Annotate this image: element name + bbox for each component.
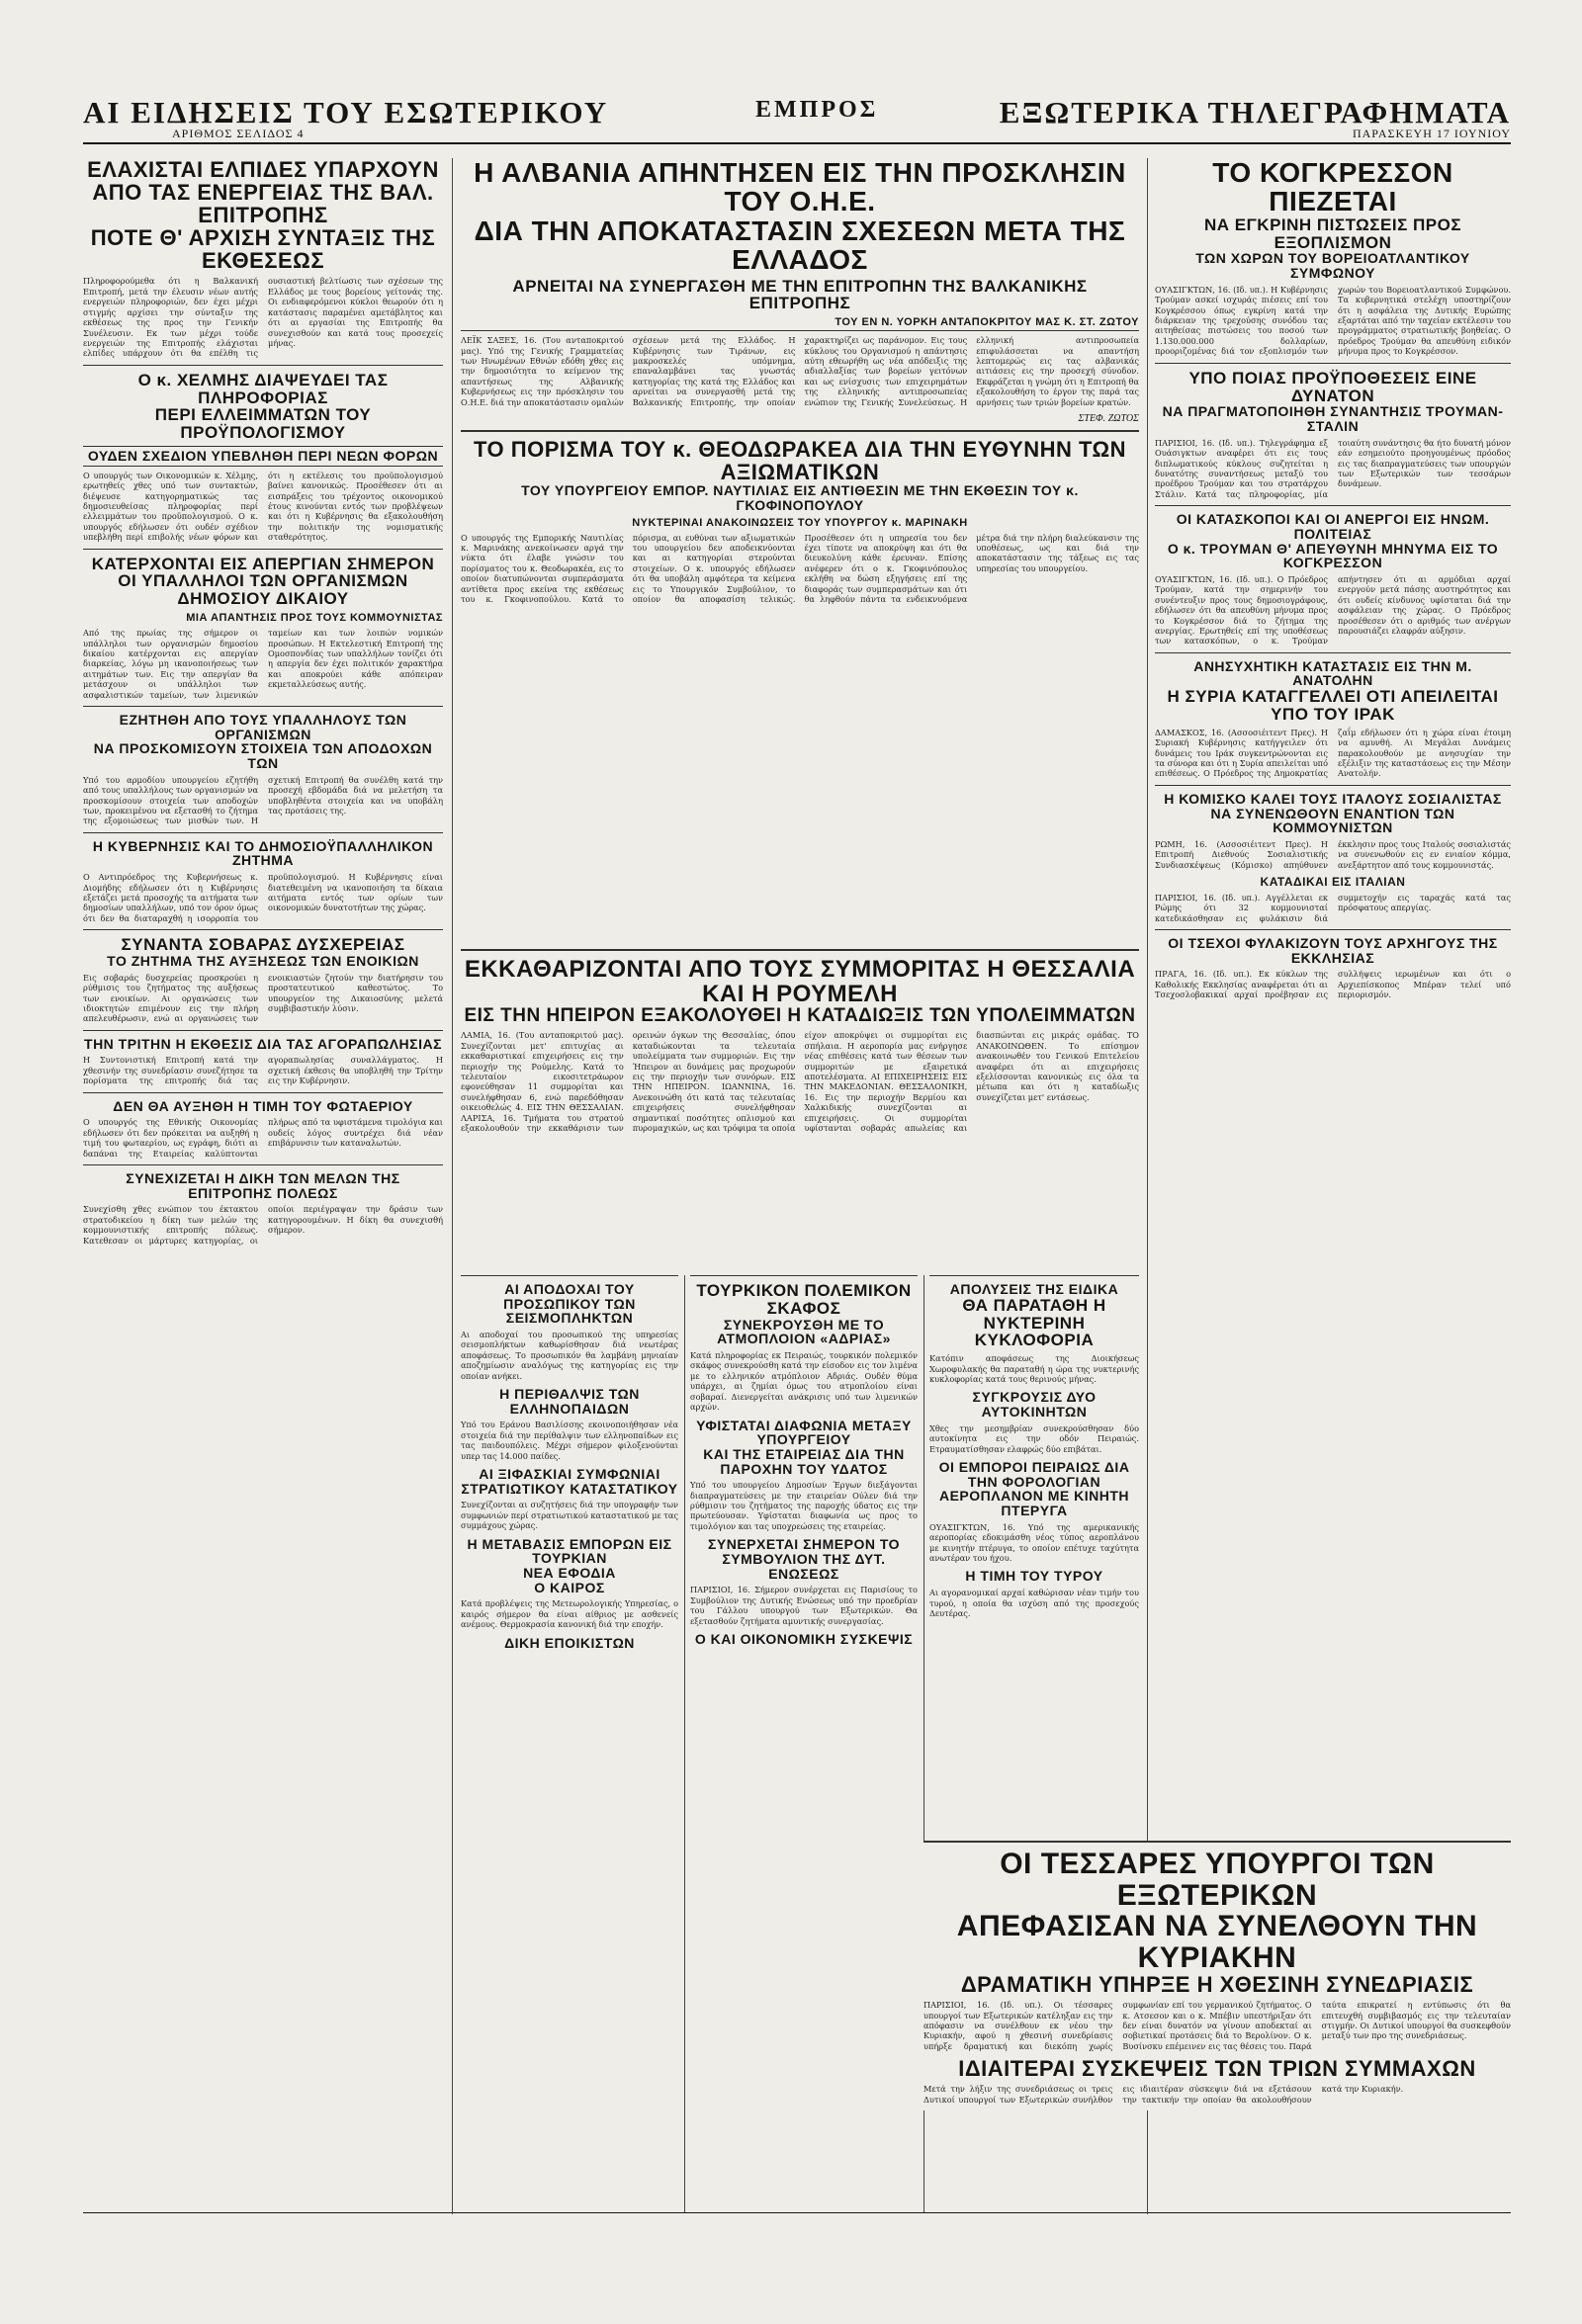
section-title-domestic: ΑΙ ΕΙΔΗΣΕΙΣ ΤΟΥ ΕΣΩΤΕΡΙΚΟΥ bbox=[83, 95, 609, 129]
column-domestic bbox=[83, 158, 443, 1251]
byline: ΤΟΥ ΕΝ Ν. ΥΟΡΚΗ ΑΝΤΑΠΟΚΡΙΤΟΥ ΜΑΣ Κ. ΣΤ. ΖΩΤΟΥ bbox=[461, 316, 1139, 331]
issue-date: ΠΑΡΑΣΚΕΥΗ 17 ΙΟΥΝΙΟΥ bbox=[1352, 127, 1511, 140]
article-body: Υπό του Εράνου Βασιλίσσης εκοινοποιήθησαν νέα στοιχεία διά την περίθαλψιν των ελληνοπαίδων εις τας παιδουπόλεις. Μέχρι σήμερον φιλοξενούνται υπερ τας 14.000 παίδες. bbox=[461, 1420, 678, 1461]
page-number: ΑΡΙΘΜΟΣ ΣΕΛΙΔΟΣ 4 bbox=[172, 127, 305, 140]
divider bbox=[929, 1275, 1139, 1276]
headline: ΔΡΑΜΑΤΙΚΗ ΥΠΗΡΞΕ Η ΧΘΕΣΙΝΗ ΣΥΝΕΔΡΙΑΣΙΣ bbox=[960, 1972, 1474, 1997]
article-body: Κατόπιν αποφάσεως της Διοικήσεως Χωροφυλακής θα παραταθή η ώρα της νυκτερινής κυκλοφορίας κατά τους θερινούς μήνας. bbox=[929, 1353, 1139, 1385]
headline: ΟΙ ΚΑΤΑΣΚΟΠΟΙ ΚΑΙ ΟΙ ΑΝΕΡΓΟΙ ΕΙΣ ΗΝΩΜ. ΠΟΛΙΤΕΙΑΣ bbox=[1176, 511, 1490, 542]
divider bbox=[1155, 929, 1511, 930]
headline: ΝΑ ΠΡΑΓΜΑΤΟΠΟΙΗΘΗ ΣΥΝΑΝΤΗΣΙΣ ΤΡΟΥΜΑΝ-ΣΤΑΛΙΝ bbox=[1162, 403, 1504, 435]
headline: ΕΙΣ ΤΗΝ ΗΠΕΙΡΟΝ ΕΞΑΚΟΛΟΥΘΕΙ Η ΚΑΤΑΔΙΩΞΙΣ ΤΩΝ ΥΠΟΛΕΙΜΜΑΤΩΝ bbox=[464, 1005, 1136, 1027]
article-body: ΟΥΑΣΙΓΚΤΩΝ, 16. Υπό της αμερικανικής αεροπορίας εδοκιμάσθη νέος τύπος αεροπλάνου με κινητήν πτέρυγα, το οποίον επέτυχε ταχύτητα ανωτέραν του ήχου. bbox=[929, 1521, 1139, 1563]
headline: ΤΟ ΚΟΓΚΡΕΣΣΟΝ ΠΙΕΖΕΤΑΙ bbox=[1212, 157, 1453, 217]
divider bbox=[1155, 652, 1511, 653]
headline: ΚΑΤΕΡΧΟΝΤΑΙ ΕΙΣ ΑΠΕΡΓΙΑΝ ΣΗΜΕΡΟΝ bbox=[91, 554, 435, 573]
article-body: Αι αποδοχαί του προσωπικού της υπηρεσίας σεισμοπλήκτων καθωρίσθησαν διά νεωτέρας αποφάσεως. Το προσωπικόν θα λαμβάνη μηνιαίαν αποζημίωσιν αναλόγως της κατηγορίας εις την οποίαν ανήκει. bbox=[461, 1330, 678, 1381]
headline: Η ΤΙΜΗ ΤΟΥ ΤΥΡΟΥ bbox=[965, 1568, 1103, 1585]
footer-rule bbox=[83, 2212, 1511, 2213]
divider bbox=[1155, 785, 1511, 786]
headline: ΝΑ ΣΥΝΕΝΩΘΟΥΝ ΕΝΑΝΤΙΟΝ ΤΩΝ ΚΟΜΜΟΥΝΙΣΤΩΝ bbox=[1210, 805, 1455, 836]
article-body: ΠΑΡΙΣΙΟΙ, 16. Σήμερον συνέρχεται εις Παρισίους το Συμβούλιον της Δυτικής Ενώσεως υπό την προεδρίαν του Γάλλου υπουργού των Εξωτερικών. Θα εξετασθούν ζητήματα αμυντικής συνεργασίας. bbox=[690, 1585, 918, 1626]
article-body: ΛΕΪΚ ΣΑΞΕΣ, 16. (Του ανταποκριτού μας). Υπό της Γενικής Γραμματείας των Ηνωμένων Εθνών εδόθη χθες εις την δημοσιότητα το κείμενον της απαντήσεως της Αλβανικής Κυβερνήσεως εις την πρόσκλησιν του Ο.Η.Ε. διά την αποκατάστασιν ομαλών σχέσεων μετά της Ελλάδος. Η Κυβέρνησις των Τιράνων, εις μακροσκελές υπόμνημα, επαναλαμβάνει τας γνωστάς κατηγορίας της κατά της Ελλάδος και αρνείται να συνεργασθή μετά της Βαλκανικής Επιτροπής, την οποίαν χαρακτηρίζει ως παράνομον. Εις τους κύκλους του Οργανισμού η απάντησις αύτη εθεωρήθη ως νέα απόδειξις της αδιαλλαξίας των βορείων γειτόνων και ως ενίσχυσις των επιχειρημάτων της ελληνικής αντιπροσωπείας ενώπιον της Γενικής Συνελεύσεως. Η ελληνική αντιπροσωπεία επιφυλάσσεται να απαντήση λεπτομερώς εις τας αλβανικάς αιτιάσεις εις την προσεχή σύνοδον. Εκφράζεται η γνώμη ότι η Επιτροπή θα εξακολουθήση το έργον της παρά τας αρνήσεις των τριών βορείων κρατών. bbox=[461, 335, 1139, 407]
article-body: Ο υπουργός της Εθνικής Οικονομίας εδήλωσεν ότι δεν πρόκειται να αυξηθή η τιμή του φωταερίου, ως εγράφη, διότι αι δαπάναι της Εταιρείας καλύπτονται πλήρως από τα υφιστάμενα τιμολόγια και ουδείς λόγος συντρέχει διά νέαν επιβάρυνσιν των καταναλωτών. bbox=[83, 1117, 443, 1159]
headline: ΝΕΑ ΕΦΟΔΙΑ bbox=[523, 1565, 616, 1582]
article-body: Χθες την μεσημβρίαν συνεκρούσθησαν δύο αυτοκίνητα εις την οδόν Πειραιώς. Ετραυματίσθησαν ελαφρώς δύο επιβάται. bbox=[929, 1422, 1139, 1454]
band-bandits bbox=[461, 949, 1139, 1139]
article-rents bbox=[83, 936, 443, 1024]
article-syria bbox=[1155, 659, 1511, 779]
article-civil-servants bbox=[83, 839, 443, 923]
headline: ΕΚΚΑΘΑΡΙΖΟΝΤΑΙ ΑΠΟ ΤΟΥΣ ΣΥΜΜΟΡΙΤΑΣ Η ΘΕΣΣΑΛΙΑ ΚΑΙ Η ΡΟΥΜΕΛΗ bbox=[464, 956, 1136, 1008]
divider bbox=[83, 1164, 443, 1165]
article-trial bbox=[83, 1171, 443, 1246]
article-body: Αι αγορανομικαί αρχαί καθώρισαν νέαν τιμήν του τυρού, η οποία θα ισχύση από της προσεχούς Δευτέρας. bbox=[929, 1588, 1139, 1618]
headline: ΟΙ ΥΠΑΛΛΗΛΟΙ ΤΩΝ ΟΡΓΑΝΙΣΜΩΝ ΔΗΜΟΣΙΟΥ ΔΙΚΑΙΟΥ bbox=[118, 571, 408, 609]
column-lower-left bbox=[461, 1275, 678, 1650]
article-helmis-budget bbox=[83, 372, 443, 543]
article-body: ΛΑΜΙΑ, 16. (Του ανταποκριτού μας). Συνεχίζονται μετ' επιτυχίας αι εκκαθαριστικαί επιχειρήσεις εις την περιοχήν της Ρούμελης. Κατά το τελευταίον εικοσιτετράωρον εφονεύθησαν 11 συμμορίται και συνελήφθησαν 6, ενώ παρεδόθησαν οικειοθελώς 4. ΕΙΣ ΤΗΝ ΘΕΣΣΑΛΙΑΝ. ΛΑΡΙΣΑ, 16. Τμήματα του στρατού εξακολουθούν την εκκαθάρισιν των ορεινών όγκων της Θεσσαλίας, όπου καταδιώκονται τα τελευταία υπολείμματα των συμμοριών. Εις την Ήπειρον αι δυνάμεις μας προχωρούν εις την περιοχήν των συνόρων. ΕΙΣ ΤΗΝ ΗΠΕΙΡΟΝ. ΙΩΑΝΝΙΝΑ, 16. Ανεκοινώθη ότι κατά τας τελευταίας επιχειρήσεις συνελήφθησαν σημαντικαί ποσότητες οπλισμού και πυρομαχικών, ως και τρόφιμα τα οποία είχον αποκρύψει οι συμμορίται εις σπήλαια. Η αεροπορία μας ενήργησε νέας επιθέσεις κατά των θέσεων των συμμοριτών με εξαιρετικά αποτελέσματα. ΑΙ ΕΠΙΧΕΙΡΗΣΕΙΣ ΕΙΣ ΤΗΝ ΜΑΚΕΔΟΝΙΑΝ. ΘΕΣΣΑΛΟΝΙΚΗ, 16. Εις την περιοχήν Βερμίου και Χαλκιδικής συνεχίζονται αι επιχειρήσεις. Οι συμμορίται υφίστανται σοβαράς απωλείας και διασπώνται εις μικράς ομάδας. ΤΟ ΑΝΑΚΟΙΝΩΘΕΝ. Το επίσημον ανακοινωθέν του Γενικού Επιτελείου αναφέρει ότι αι επιχειρήσεις εξελίσσονται κανονικώς εις όλα τα μέτωπα και ότι η καταδίωξις συνεχίζεται μετ' εντάσεως. bbox=[461, 1030, 1139, 1133]
subheadline: ΚΑΤΑΔΙΚΑΙ ΕΙΣ ΙΤΑΛΙΑΝ bbox=[1260, 875, 1406, 890]
divider bbox=[690, 1275, 918, 1276]
article-body: Κατά προβλέψεις της Μετεωρολογικής Υπηρεσίας, ο καιρός σήμερον θα είναι αίθριος με ασθενείς ανέμους. Θερμοκρασία κανονική διά την εποχήν. bbox=[461, 1598, 678, 1630]
column-lower-mid bbox=[690, 1275, 918, 1647]
byline: ΝΥΚΤΕΡΙΝΑΙ ΑΝΑΚΟΙΝΩΣΕΙΣ ΤΟΥ ΥΠΟΥΡΓΟΥ κ. ΜΑΡΙΝΑΚΗ bbox=[632, 516, 968, 529]
masthead-right bbox=[1000, 95, 1511, 141]
headline: ΥΠΟ ΠΟΙΑΣ ΠΡΟΫΠΟΘΕΣΕΙΣ ΕΙΝΕ ΔΥΝΑΤΟΝ bbox=[1188, 368, 1477, 405]
headline: ΤΟΥ ΥΠΟΥΡΓΕΙΟΥ ΕΜΠΟΡ. ΝΑΥΤΙΛΙΑΣ ΕΙΣ ΑΝΤΙΘΕΣΙΝ ΜΕ ΤΗΝ ΕΚΘΕΣΙΝ ΤΟΥ κ. ΓΚΟΦΙΝΟΠΟΥΛΟΥ bbox=[521, 482, 1079, 513]
subheadline: ΑΡΝΕΙΤΑΙ ΝΑ ΣΥΝΕΡΓΑΣΘΗ ΜΕ ΤΗΝ ΕΠΙΤΡΟΠΗΝ ΤΗΣ ΒΑΛΚΑΝΙΚΗΣ ΕΠΙΤΡΟΠΗΣ bbox=[512, 276, 1088, 313]
article-spies bbox=[1155, 512, 1511, 646]
article-body: ΠΑΡΙΣΙΟΙ, 16. (Ιδ. υπ.). Οι τέσσαρες υπουργοί των Εξωτερικών κατέληξαν εις την απόφασιν να συνέλθουν εκ νέου την Κυριακήν, αφού η χθεσινή συνεδρίασις υπήρξε δραματική και διεκόπη χωρίς συμφωνίαν επί του γερμανικού ζητήματος. Ο κ. Ατσεσον και ο κ. Μπέβιν υπεστήριξαν ότι δεν είναι δυνατόν να γίνουν αποδεκταί αι σοβιετικαί προτάσεις διά το Βερολίνον. Ο κ. Βυσίνσκυ επέμεινεν εις τας θέσεις του. Παρά ταύτα επικρατεί η εντύπωσις ότι θα επιτευχθή συμβιβασμός εις την τελευταίαν στιγμήν. Οι Δυτικοί υπουργοί θα συσκεφθούν μεταξύ των προ της συνεδριάσεως. bbox=[923, 2000, 1511, 2051]
headline: ΚΑΙ ΤΗΣ ΕΤΑΙΡΕΙΑΣ ΔΙΑ ΤΗΝ ΠΑΡΟΧΗΝ ΤΟΥ ΥΔΑΤΟΣ bbox=[703, 1445, 905, 1477]
headline: Η ΚΥΒΕΡΝΗΣΙΣ ΚΑΙ ΤΟ ΔΗΜΟΣΙΟΫΠΑΛΛΗΛΙΚΟΝ ΖΗΤΗΜΑ bbox=[92, 837, 434, 869]
divider bbox=[83, 365, 443, 366]
divider bbox=[83, 1092, 443, 1093]
headline: ΔΙΚΗ ΕΠΟΙΚΙΣΤΩΝ bbox=[504, 1634, 635, 1651]
headline: ΔΕΝ ΘΑ ΑΥΞΗΘΗ Η ΤΙΜΗ ΤΟΥ ΦΩΤΑΕΡΙΟΥ bbox=[113, 1097, 413, 1114]
headline: ΤΟ ΠΟΡΙΣΜΑ ΤΟΥ κ. ΘΕΟΔΩΡΑΚΕΑ ΔΙΑ ΤΗΝ ΕΥΘΥΝΗΝ ΤΩΝ ΑΞΙΩΜΑΤΙΚΩΝ bbox=[473, 437, 1127, 485]
headline: Ο κ. ΤΡΟΥΜΑΝ Θ' ΑΠΕΥΘΥΝΗ ΜΗΝΥΜΑ ΕΙΣ ΤΟ ΚΟΓΚΡΕΣΣΟΝ bbox=[1167, 540, 1499, 571]
masthead-left bbox=[83, 95, 608, 141]
headline: ΕΛΑΧΙΣΤΑΙ ΕΛΠΙΔΕΣ ΥΠΑΡΧΟΥΝ bbox=[87, 157, 439, 182]
headline: Η ΑΛΒΑΝΙΑ ΑΠΗΝΤΗΣΕΝ ΕΙΣ ΤΗΝ ΠΡΟΣΚΛΗΣΙΝ ΤΟΥ Ο.Η.Ε. bbox=[474, 157, 1126, 217]
divider bbox=[83, 1030, 443, 1031]
headline: Ο ΚΑΙ ΟΙΚΟΝΟΜΙΚΗ ΣΥΣΚΕΨΙΣ bbox=[694, 1630, 914, 1647]
masthead-rule bbox=[83, 142, 1511, 144]
article-body: Από της πρωίας της σήμερον οι υπάλληλοι των οργανισμών δημοσίου δικαίου κατέρχονται εις απεργίαν διαρκείας, λόγω μη ικανοποιήσεως των αιτημάτων των. Εις την απεργίαν θα μετάσχουν οι υπάλληλοι των ασφαλιστικών ταμείων, των λιμενικών ταμείων και των λοιπών νομικών προσώπων. Η Εκτελεστική Επιτροπή της Ομοσπονδίας των υπαλλήλων τονίζει ότι η απεργία δεν έχει πολιτικόν χαρακτήρα και αποκρούει κάθε απόπειραν εκμεταλλεύσεως αυτής. bbox=[83, 628, 443, 700]
article-balkan-committee bbox=[83, 158, 443, 359]
headline: ΤΟΥΡΚΙΚΟΝ ΠΟΛΕΜΙΚΟΝ ΣΚΑΦΟΣ bbox=[696, 1281, 912, 1318]
headline: Ο κ. ΧΕΛΜΗΣ ΔΙΑΨΕΥΔΕΙ ΤΑΣ ΠΛΗΡΟΦΟΡΙΑΣ bbox=[137, 370, 389, 407]
headline: ΣΥΝΕΧΙΖΕΤΑΙ Η ΔΙΚΗ ΤΩΝ ΜΕΛΩΝ ΤΗΣ ΕΠΙΤΡΟΠΗΣ ΠΟΛΕΩΣ bbox=[126, 1169, 400, 1201]
article-body: ΟΥΑΣΙΓΚΤΩΝ, 16. (Ιδ. υπ.). Ο Πρόεδρος Τρούμαν, κατά την σημερινήν του συνέντευξιν προς τους δημοσιογράφους, εδήλωσεν ότι θα απευθύνη μήνυμα προς το Κογκρέσσον διά το ζήτημα της ανεργίας. Ερωτηθείς επί της υποθέσεως των κατασκόπων, ο κ. Τρούμαν απήντησεν ότι αι αρμόδιαι αρχαί ενεργούν μετά πάσης αυστηρότητος και ότι ουδείς κίνδυνος υφίσταται διά την ασφάλειαν της χώρας. Ο Πρόεδρος προσέθεσεν ότι ο αριθμός των ανέργων παρουσιάζει ελαφράν αύξησιν. bbox=[1155, 573, 1511, 646]
headline: ΤΗΝ ΤΡΙΤΗΝ Η ΕΚΘΕΣΙΣ ΔΙΑ ΤΑΣ ΑΓΟΡΑΠΩΛΗΣΙΑΣ bbox=[84, 1035, 442, 1052]
article-four-ministers bbox=[923, 1841, 1511, 2110]
article-body: ΠΑΡΙΣΙΟΙ, 16. (Ιδ. υπ.). Αγγέλλεται εκ Ρώμης ότι 32 κομμουνισταί κατεδικάσθησαν εις φυλάκισιν διά συμμετοχήν εις ταραχάς κατά τας πρόσφατους απεργίας. bbox=[1155, 892, 1511, 923]
divider bbox=[461, 1275, 678, 1276]
headline: Ο ΚΑΙΡΟΣ bbox=[534, 1579, 605, 1595]
article-body: Πληροφορούμεθα ότι η Βαλκανική Επιτροπή, μετά την έλευσιν νέων αυτής ενεργειών πληροφοριών, δεν έχει μέχρι στιγμής αρχίσει την σύνταξιν της εκθέσεως της προς την Γενικήν Συνέλευσιν. Εκ των μέχρι τούδε ενεργειών της Επιτροπής ελάχισται ελπίδες υπάρχουν ότι θα επέλθη τις ουσιαστική βελτίωσις των σχέσεων της Ελλάδος με τους βορείους γείτονάς της. Οι ενδιαφερόμενοι κύκλοι θεωρούν ότι η κατάστασις παραμένει αμετάβλητος και ότι αι εργασίαι της Επιτροπής θα συνεχισθούν και κατά τους προσεχείς μήνας. bbox=[83, 276, 443, 359]
column-divider bbox=[684, 1275, 685, 2212]
headline: ΑΠΕΦΑΣΙΣΑΝ ΝΑ ΣΥΝΕΛΘΟΥΝ ΤΗΝ ΚΥΡΙΑΚΗΝ bbox=[956, 1910, 1478, 1974]
article-body: Κατά πληροφορίας εκ Πειραιώς, τουρκικόν πολεμικόν σκάφος συνεκρούσθη κατά την είσοδον εις τον λιμένα με το ελληνικόν ατμόπλοιον Αδριάς. Ουδέν θύμα υπάρχει, αι ζημίαι όμως του ατμοπλοίου είναι σοβαραί. Διενεργείται ανάκρισις υπό των λιμενικών αρχών. bbox=[690, 1350, 918, 1413]
divider bbox=[461, 949, 1139, 951]
headline: ΟΙ ΕΜΠΟΡΟΙ ΠΕΙΡΑΙΩΣ ΔΙΑ ΤΗΝ ΦΟΡΟΛΟΓΙΑΝ bbox=[938, 1459, 1130, 1490]
article-salaries bbox=[83, 713, 443, 826]
byline: ΜΙΑ ΑΠΑΝΤΗΣΙΣ ΠΡΟΣ ΤΟΥΣ ΚΟΜΜΟΥΝΙΣΤΑΣ bbox=[186, 612, 443, 625]
headline: ΣΥΝΕΡΧΕΤΑΙ ΣΗΜΕΡΟΝ ΤΟ ΣΥΜΒΟΥΛΙΟΝ ΤΗΣ ΔΥΤ. ΕΝΩΣΕΩΣ bbox=[707, 1536, 901, 1582]
column-divider bbox=[452, 158, 453, 2214]
article-strike bbox=[83, 556, 443, 700]
divider bbox=[83, 832, 443, 833]
column-foreign bbox=[1155, 158, 1511, 1006]
divider bbox=[83, 549, 443, 550]
headline: ΤΟ ΖΗΤΗΜΑ ΤΗΣ ΑΥΞΗΣΕΩΣ ΤΩΝ ΕΝΟΙΚΙΩΝ bbox=[107, 953, 419, 970]
headline: Η ΣΥΡΙΑ ΚΑΤΑΓΓΕΛΛΕΙ ΟΤΙ ΑΠΕΙΛΕΙΤΑΙ ΥΠΟ ΤΟΥ ΙΡΑΚ bbox=[1167, 687, 1499, 724]
article-congress bbox=[1155, 158, 1511, 357]
headline: ΑΙ ΑΠΟΔΟΧΑΙ ΤΟΥ ΠΡΟΣΩΠΙΚΟΥ ΤΩΝ ΣΕΙΣΜΟΠΛΗΚΤΩΝ bbox=[503, 1281, 636, 1327]
article-body: Συνεχίζονται αι συζητήσεις διά την υπογραφήν των συμφωνιών περί στρατιωτικού καταστατικού με τας συμμάχους χώρας. bbox=[461, 1500, 678, 1531]
article-body: Ο υπουργός των Οικονομικών κ. Χέλμης, ερωτηθείς χθες υπό των συντακτών, διέψευσε κατηγορηματικώς τας δημοσιευθείσας πληροφορίας περί ελλειμμάτων του προϋπολογισμού. Ο κ. υπουργός εδήλωσεν ότι ουδέν σχέδιον υπεβλήθη περί επιβολής νέων φόρων και ότι η εκτέλεσις του προϋπολογισμού βαίνει κανονικώς. Προσέθεσεν ότι αι εισπράξεις του τρέχοντος οικονομικού έτους κινούνται εντός των προβλέψεων και ότι η Κυβέρνησις θα εξακολουθήση την πολιτικήν της νομισματικής σταθερότητος. bbox=[83, 470, 443, 543]
article-body: Η Συντονιστική Επιτροπή κατά την χθεσινήν της συνεδρίασιν συνεζήτησε τα πορίσματα της επιτροπής διά τας αγοραπωλησίας συναλλάγματος. Η σχετική έκθεσις θα υποβληθή την Τρίτην εις την Κυβέρνησιν. bbox=[83, 1055, 443, 1086]
headline: ΣΥΓΚΡΟΥΣΙΣ ΔΥΟ ΑΥΤΟΚΙΝΗΤΩΝ bbox=[972, 1389, 1097, 1420]
headline: ΕΖΗΤΗΘΗ ΑΠΟ ΤΟΥΣ ΥΠΑΛΛΗΛΟΥΣ ΤΩΝ ΟΡΓΑΝΙΣΜΩΝ bbox=[119, 712, 407, 742]
headline: ΑΠΟ ΤΑΣ ΕΝΕΡΓΕΙΑΣ ΤΗΣ ΒΑΛ. ΕΠΙΤΡΟΠΗΣ bbox=[92, 180, 434, 228]
headline: ΝΑ ΠΡΟΣΚΟΜΙΣΟΥΝ ΣΤΟΙΧΕΙΑ ΤΩΝ ΑΠΟΔΟΧΩΝ ΤΩΝ bbox=[93, 740, 433, 772]
article-trade-report bbox=[83, 1037, 443, 1086]
headline: ΟΙ ΤΣΕΧΟΙ ΦΥΛΑΚΙΖΟΥΝ ΤΟΥΣ ΑΡΧΗΓΟΥΣ ΤΗΣ ΕΚΚΛΗΣΙΑΣ bbox=[1168, 934, 1498, 966]
subheadline: ΟΥΔΕΝ ΣΧΕΔΙΟΝ ΥΠΕΒΛΗΘΗ ΠΕΡΙ ΝΕΩΝ ΦΟΡΩΝ bbox=[83, 446, 443, 467]
divider bbox=[1155, 363, 1511, 364]
article-body: ΠΑΡΙΣΙΟΙ, 16. (Ιδ. υπ.). Τηλεγράφημα εξ Ουάσιγκτων αναφέρει ότι εις τους διπλωματικούς κύκλους συζητείται η δυνατότης συναντήσεως μεταξύ του προέδρου Τρούμαν και του στρατάρχου Στάλιν. Κατά τας πληροφορίας, μία τοιαύτη συνάντησις θα ήτο δυνατή μόνον εάν εσημειούτο προηγουμένως πρόοδος εις τας διαπραγματεύσεις των υπουργών των Εξωτερικών των τεσσάρων δυνάμεων. bbox=[1155, 437, 1511, 499]
article-body: ΔΑΜΑΣΚΟΣ, 16. (Ασσοσιέιτεντ Πρες). Η Συριακή Κυβέρνησις κατήγγειλεν ότι δυνάμεις του Ιράκ συγκεντρώνονται εις τα σύνορα και ότι η Συρία απειλείται υπό επιθέσεως. Ο Πρόεδρος της Δημοκρατίας ζαΐμ εδήλωσεν ότι η χώρα είναι έτοιμη να αμυνθή. Αι Μεγάλαι Δυνάμεις παρακολουθούν με ανησυχίαν την εξέλιξιν της καταστάσεως εις την Μέσην Ανατολήν. bbox=[1155, 727, 1511, 779]
article-theodorakeas bbox=[461, 438, 1139, 604]
headline: Η ΠΕΡΙΘΑΛΨΙΣ ΤΩΝ ΕΛΛΗΝΟΠΑΙΔΩΝ bbox=[499, 1386, 640, 1417]
headline: ΑΙ ΞΙΦΑΣΚΙΑΙ ΣΥΜΦΩΝΙΑΙ ΣΤΡΑΤΙΩΤΙΚΟΥ ΚΑΤΑΣΤΑΤΙΚΟΥ bbox=[461, 1466, 678, 1497]
masthead bbox=[83, 95, 1511, 138]
divider bbox=[83, 929, 443, 930]
headline: ΣΥΝΕΚΡΟΥΣΘΗ ΜΕ ΤΟ ΑΤΜΟΠΛΟΙΟΝ «ΑΔΡΙΑΣ» bbox=[717, 1316, 891, 1347]
paper-name: ΕΜΠΡΟΣ bbox=[755, 97, 879, 123]
signature: ΣΤΕΦ. ΖΩΤΟΣ bbox=[1078, 413, 1139, 425]
headline: Η ΚΟΜΙΣΚΟ ΚΑΛΕΙ ΤΟΥΣ ΙΤΑΛΟΥΣ ΣΟΣΙΑΛΙΣΤΑΣ bbox=[1164, 790, 1502, 807]
article-albania bbox=[461, 158, 1139, 424]
article-body: Μετά την λήξιν της συνεδριάσεως οι τρεις Δυτικοί υπουργοί των Εξωτερικών συνήλθον εις ιδιαιτέραν σύσκεψιν διά να εξετάσουν την τακτικήν την οποίαν θα ακολουθήσουν κατά την Κυριακήν. bbox=[923, 2084, 1404, 2105]
divider bbox=[461, 430, 1139, 432]
article-truman-stalin bbox=[1155, 370, 1511, 500]
headline: ΑΝΗΣΥΧΗΤΙΚΗ ΚΑΤΑΣΤΑΣΙΣ ΕΙΣ ΤΗΝ Μ. ΑΝΑΤΟΛΗΝ bbox=[1193, 657, 1472, 689]
article-body: ΟΥΑΣΙΓΚΤΩΝ, 16. (Ιδ. υπ.). Η Κυβέρνησις Τρούμαν ασκεί ισχυράς πιέσεις επί του Κογκρέσσου όπως εγκρίνη κατά την διάρκειαν της τρεχούσης συνόδου τας αιτηθείσας πιστώσεις του ποσού των 1.130.000.000 δολλαρίων, προοριζομένας διά τον εξοπλισμόν των χωρών του Βορειοατλαντικού Συμφώνου. Τα κυβερνητικά στελέχη υποστηρίζουν ότι η ασφάλεια της Δυτικής Ευρώπης εξαρτάται από την ταχείαν εκτέλεσιν του προγράμματος στρατιωτικής βοηθείας. Ο πρόεδρος Τρούμαν θα απευθύνη ειδικόν μήνυμα προς το Κογκρέσσον. bbox=[1155, 284, 1511, 357]
article-comisco bbox=[1155, 792, 1511, 923]
article-body: Υπό του αρμοδίου υπουργείου εζητήθη από τους υπαλλήλους των οργανισμών να προσκομίσουν στοιχεία των αποδοχών των, προκειμένου να εξετασθή το ζήτημα της εξομοιώσεως των μισθών των. Η σχετική Επιτροπή θα συνέλθη κατά την προσεχή εβδομάδα διά να μελετήση τα υποβληθέντα στοιχεία και να υποβάλη τας προτάσεις της. bbox=[83, 774, 443, 826]
headline: ΑΠΟΛΥΣΕΙΣ ΤΗΣ ΕΙΔΙΚΑ bbox=[949, 1281, 1119, 1297]
headline: ΣΥΝΑΝΤΑ ΣΟΒΑΡΑΣ ΔΥΣΧΕΡΕΙΑΣ bbox=[121, 935, 405, 955]
headline: Η ΜΕΤΑΒΑΣΙΣ ΕΜΠΟΡΩΝ ΕΙΣ ΤΟΥΡΚΙΑΝ bbox=[467, 1535, 672, 1567]
headline: ΤΩΝ ΧΩΡΩΝ ΤΟΥ ΒΟΡΕΙΟΑΤΛΑΝΤΙΚΟΥ ΣΥΜΦΩΝΟΥ bbox=[1195, 250, 1470, 282]
column-lower-right bbox=[929, 1275, 1139, 1624]
column-center bbox=[461, 158, 1139, 611]
section-title-foreign: ΕΞΩΤΕΡΙΚΑ ΤΗΛΕΓΡΑΦΗΜΑΤΑ bbox=[999, 95, 1511, 129]
headline: ΑΕΡΟΠΛΑΝΟΝ ΜΕ ΚΙΝΗΤΗ ΠΤΕΡΥΓΑ bbox=[938, 1488, 1129, 1519]
headline: ΙΔΙΑΙΤΕΡΑΙ ΣΥΣΚΕΨΕΙΣ ΤΩΝ ΤΡΙΩΝ ΣΥΜΜΑΧΩΝ bbox=[958, 2056, 1476, 2082]
divider bbox=[1155, 505, 1511, 506]
headline: ΠΕΡΙ ΕΛΛΕΙΜΜΑΤΩΝ ΤΟΥ ΠΡΟΫΠΟΛΟΓΙΣΜΟΥ bbox=[154, 405, 372, 443]
article-body: Εις σοβαράς δυσχερείας προσκρούει η ρύθμισις του ζητήματος της αυξήσεως των ενοικίων. Αι οργανώσεις των ιδιοκτητών επιμένουν εις την πλήρη απελευθέρωσιν, ενώ αι οργανώσεις των ενοικιαστών ζητούν την διατήρησιν του προστατευτικού καθεστώτος. Το υπουργείον της Δικαιοσύνης μελετά συμβιβαστικήν λύσιν. bbox=[83, 972, 443, 1024]
article-body: Ο Αντιπρόεδρος της Κυβερνήσεως κ. Διομήδης εδήλωσεν ότι η Κυβέρνησις εξετάζει μετά προσοχής τα αιτήματα των δημοσίων υπαλλήλων, υπό τον όρον όμως ότι δεν θα διαταραχθή η ισορροπία του προϋπολογισμού. Η Κυβέρνησις είναι διατεθειμένη να ικανοποιήση τα δίκαια αιτήματα εντός των ορίων των οικονομικών δυνατοτήτων της χώρας. bbox=[83, 872, 443, 923]
headline: ΝΑ ΕΓΚΡΙΝΗ ΠΙΣΤΩΣΕΙΣ ΠΡΟΣ ΕΞΟΠΛΙΣΜΟΝ bbox=[1203, 215, 1462, 252]
article-body: Υπό του υπουργείου Δημοσίων Έργων διεξάγονται διαπραγματεύσεις με την εταιρείαν Ούλεν διά την ρύθμισιν του ζητήματος της παροχής ύδατος εις την πρωτεύουσαν. Υφίσταται διαφωνία ως προς το τιμολόγιον και τας υποχρεώσεις της εταιρείας. bbox=[690, 1480, 918, 1531]
headline: ΠΟΤΕ Θ' ΑΡΧΙΣΗ ΣΥΝΤΑΞΙΣ ΤΗΣ ΕΚΘΕΣΕΩΣ bbox=[90, 225, 436, 274]
article-body: ΡΩΜΗ, 16. (Ασσοσιέιτεντ Πρες). Η Επιτροπή Διεθνούς Σοσιαλιστικής Συνδιασκέψεως (Κόμισκο) απηύθυνεν έκκλησιν προς τους Ιταλούς σοσιαλιστάς να συνενωθούν εις εν ενιαίον κόμμα, ανεξάρτητον από τους κομμουνιστάς. bbox=[1155, 838, 1511, 870]
headline: ΘΑ ΠΑΡΑΤΑΘΗ Η ΝΥΚΤΕΡΙΝΗ ΚΥΚΛΟΦΟΡΙΑ bbox=[962, 1295, 1106, 1350]
article-body: Συνεχίσθη χθες ενώπιον του έκτακτου στρατοδικείου η δίκη των μελών της κομμουνιστικής επιτροπής πόλεως. Κατεθεσαν οι μάρτυρες κατηγορίας, οι οποίοι περιέγραψαν την δράσιν των κατηγορουμένων. Η δίκη θα συνεχισθή σήμερον. bbox=[83, 1204, 443, 1246]
headline: ΔΙΑ ΤΗΝ ΑΠΟΚΑΤΑΣΤΑΣΙΝ ΣΧΕΣΕΩΝ ΜΕΤΑ ΤΗΣ ΕΛΛΑΔΟΣ bbox=[474, 215, 1126, 276]
headline: ΟΙ ΤΕΣΣΑΡΕΣ ΥΠΟΥΡΓΟΙ ΤΩΝ ΕΞΩΤΕΡΙΚΩΝ bbox=[1000, 1848, 1435, 1912]
article-body: Ο υπουργός της Εμπορικής Ναυτιλίας κ. Μαρινάκης ανεκοίνωσεν αργά την νύκτα ότι έλαβε γνώσιν του πορίσματος του κ. Θεοδωρακέα, εις το οποίον διατυπώνονται συμπεράσματα αντίθετα προς εκείνα της εκθέσεως του κ. Γκοφινοπούλου. Κατά το πόρισμα, αι ευθύναι των αξιωματικών του υπουργείου δεν αποδεικνύονται και αι κατηγορίαι στερούνται στοιχείων. Ο κ. υπουργός εδήλωσεν ότι θα υποβάλη αμφότερα τα κείμενα εις το Υπουργικόν Συμβούλιον, το οποίον θα αποφασίση τελικώς. Προσέθεσεν ότι η υπηρεσία του δεν έχει τίποτε να αποκρύψη και ότι θα διευκολύνη κάθε έρευναν. Επίσης ανέφερεν ότι ο κ. Γκοφινόπουλος εκλήθη να δώση εξηγήσεις επί της διαφοράς των συμπερασμάτων και ότι θα ληφθούν πάντα τα ενδεικνυόμενα μέτρα διά την πλήρη διαλεύκανσιν της υποθέσεως, ως και διά την αποκατάστασιν της τάξεως εις τας υπηρεσίας του υπουργείου. bbox=[461, 532, 1139, 605]
article-gas-price bbox=[83, 1099, 443, 1159]
article-body: ΠΡΑΓΑ, 16. (Ιδ. υπ.). Εκ κύκλων της Καθολικής Εκκλησίας αναφέρεται ότι αι Τσεχοσλοβακικαί αρχαί προέβησαν εις συλλήψεις ιερωμένων και ότι ο Αρχιεπίσκοπος Μπέραν τελεί υπό περιορισμόν. bbox=[1155, 969, 1511, 1000]
divider bbox=[83, 706, 443, 707]
divider bbox=[923, 1841, 1511, 1843]
article-czech-church bbox=[1155, 936, 1511, 1000]
headline: ΥΦΙΣΤΑΤΑΙ ΔΙΑΦΩΝΙΑ ΜΕΤΑΞΥ ΥΠΟΥΡΓΕΙΟΥ bbox=[696, 1417, 912, 1448]
